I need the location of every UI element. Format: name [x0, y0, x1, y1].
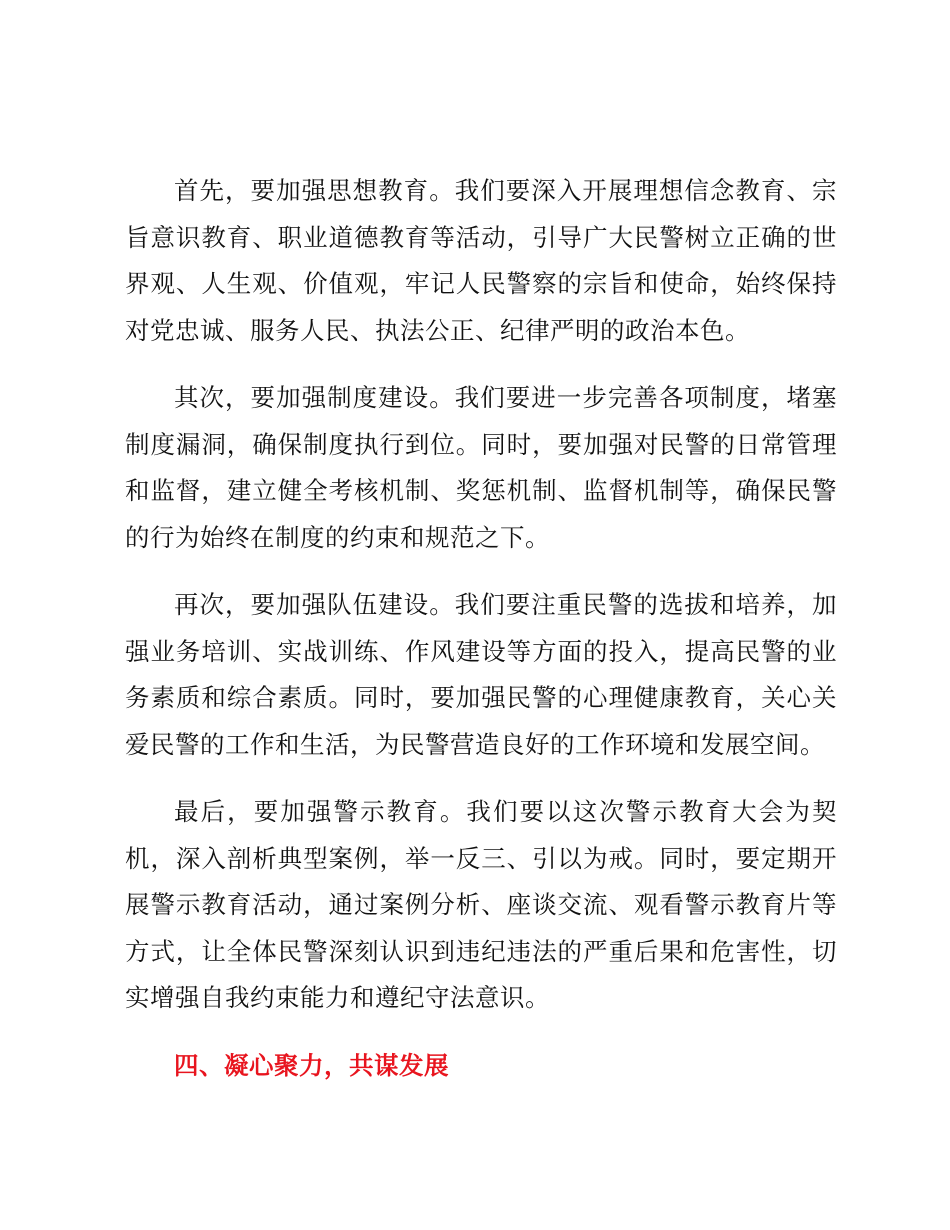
paragraph-system-building: 其次，要加强制度建设。我们要进一步完善各项制度，堵塞制度漏洞，确保制度执行到位。同时，要加强对民警的日常管理和监督，建立健全考核机制、奖惩机制、监督机制等，确保民警的行为始终在制度的约束和规范之下。: [125, 383, 837, 552]
section-heading: 四、凝心聚力，共谋发展: [174, 1050, 449, 1080]
paragraph-thought-education: 首先，要加强思想教育。我们要深入开展理想信念教育、宗旨意识教育、职业道德教育等活动，引导广大民警树立正确的世界观、人生观、价值观，牢记人民警察的宗旨和使命，始终保持对党忠诚、服务人民、执法公正、纪律严明的政治本色。: [125, 176, 837, 345]
document-body: [125, 168, 837, 1089]
paragraph-team-building: 再次，要加强队伍建设。我们要注重民警的选拔和培养，加强业务培训、实战训练、作风建设等方面的投入，提高民警的业务素质和综合素质。同时，要加强民警的心理健康教育，关心关爱民警的工作和生活，为民警营造良好的工作环境和发展空间。: [125, 590, 837, 759]
paragraph-warning-education: 最后，要加强警示教育。我们要以这次警示教育大会为契机，深入剖析典型案例，举一反三、引以为戒。同时，要定期开展警示教育活动，通过案例分析、座谈交流、观看警示教育片等方式，让全体民警深刻认识到违纪违法的严重后果和危害性，切实增强自我约束能力和遵纪守法意识。: [125, 797, 837, 1012]
